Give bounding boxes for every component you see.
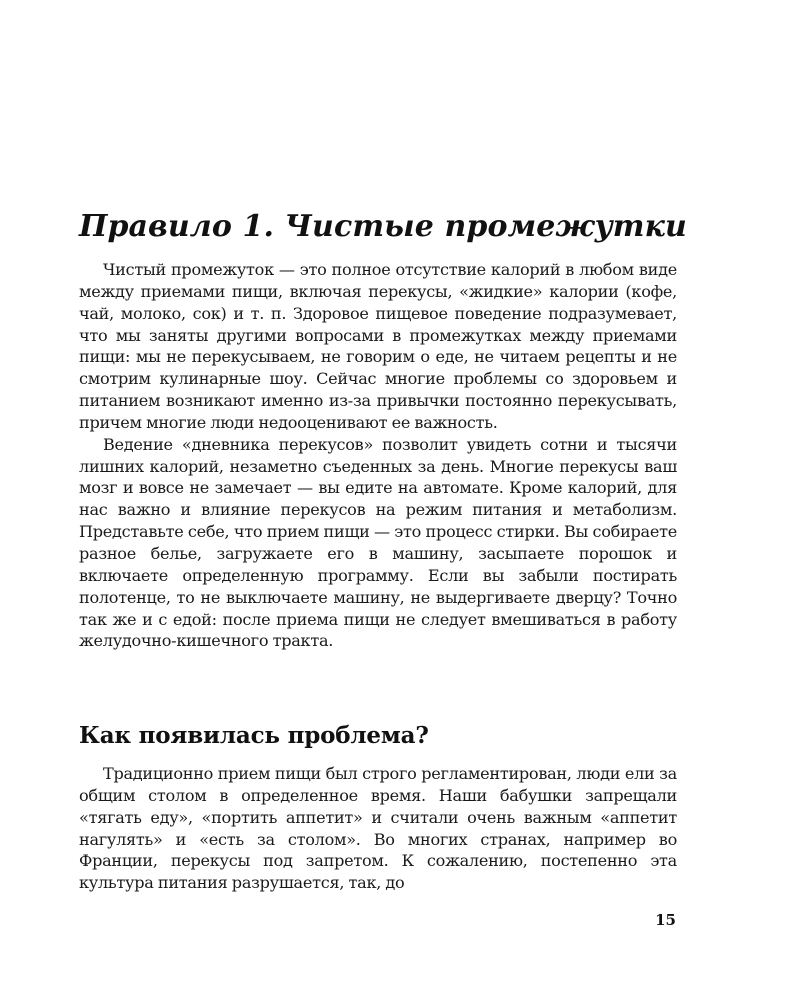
- chapter-body: [79, 259, 677, 652]
- section-paragraph-1: Традиционно прием пищи был строго регламентирован, люди ели за общим столом в определенное время. Наши бабушки запрещали «тягать еду», «портить аппетит» и считали очень важным «аппетит нагулять» и «есть за столом». Во многих странах, например во Франции, перекусы под запретом. К сожалению, постепенно эта культура питания разрушается, так, до: [79, 764, 677, 893]
- chapter-title: Правило 1. Чистые промежутки: [79, 209, 687, 244]
- chapter-paragraph-2: Ведение «дневника перекусов» позволит увидеть сотни и тысячи лишних калорий, незаметно съеденных за день. Многие перекусы ваш мозг и вовсе не замечает — вы едите на автомате. Кроме калорий, для нас важно и влияние перекусов на режим питания и метаболизм. Представьте себе, что прием пищи — это процесс стирки. Вы собираете разное белье, загружаете его в машину, засыпаете порошок и включаете определенную программу. Если вы забыли постирать полотенце, то не выключаете машину, не выдергиваете дверцу? Точно так же и с едой: после приема пищи не следует вмешиваться в работу желудочно-кишечного тракта.: [79, 434, 677, 651]
- page-number: 15: [655, 911, 676, 929]
- book-page: [79, 0, 687, 1000]
- section-body: [79, 763, 677, 894]
- section-title: Как появилась проблема?: [79, 722, 429, 749]
- chapter-paragraph-1: Чистый промежуток — это полное отсутствие калорий в любом виде между приемами пищи, включая перекусы, «жидкие» калории (кофе, чай, молоко, сок) и т. п. Здоровое пищевое поведение подразумевает, что мы заняты другими вопросами в промежутках между приемами пищи: мы не перекусываем, не говорим о еде, не читаем рецепты и не смотрим кулинарные шоу. Сейчас многие проблемы со здоровьем и питанием возникают именно из-за привычки постоянно перекусывать, причем многие люди недооценивают ее важность.: [79, 260, 677, 432]
